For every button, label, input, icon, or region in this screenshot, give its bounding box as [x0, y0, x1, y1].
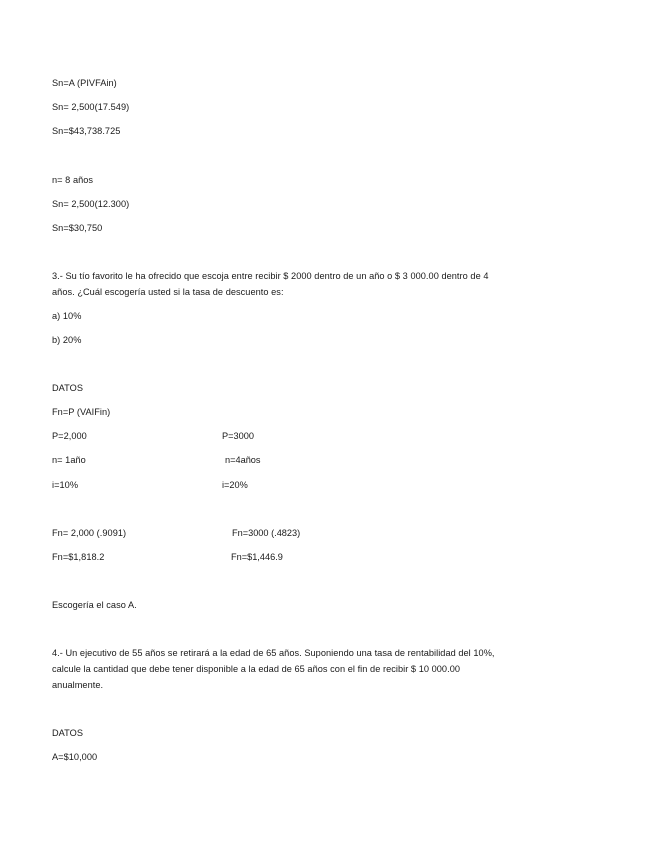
fn-formula: Fn=P (VAIFin) [52, 407, 111, 417]
n-right: n=4años [225, 455, 261, 465]
question-4-line-3: anualmente. [52, 680, 104, 690]
fn-calculation-right: Fn=3000 (.4823) [232, 528, 301, 538]
choice-statement: Escogería el caso A. [52, 600, 137, 610]
option-b: b) 20% [52, 335, 82, 345]
fn-calculation-left: Fn= 2,000 (.9091) [52, 528, 127, 538]
option-a: a) 10% [52, 311, 82, 321]
a-value: A=$10,000 [52, 752, 98, 762]
question-4-line-2: calcule la cantidad que debe tener disponible a la edad de 65 años con el fin de recibir $ 10 000.00 [52, 664, 461, 674]
n-years-8: n= 8 años [52, 175, 94, 185]
i-right: i=20% [222, 480, 248, 490]
question-4-line-1: 4.- Un ejecutivo de 55 años se retirará a la edad de 65 años. Suponiendo una tasa de rentabilidad del 10%, [52, 648, 495, 658]
sn-result-2: Sn=$30,750 [52, 223, 103, 233]
n-left: n= 1año [52, 455, 86, 465]
i-left: i=10% [52, 480, 79, 490]
fn-result-left: Fn=$1,818.2 [52, 552, 105, 562]
datos-heading-2: DATOS [52, 728, 84, 738]
sn-formula: Sn=A (PIVFAin) [52, 78, 117, 88]
fn-result-right: Fn=$1,446.9 [231, 552, 283, 562]
sn-calculation-2: Sn= 2,500(12.300) [52, 199, 130, 209]
sn-result-1: Sn=$43,738.725 [52, 126, 121, 136]
question-3-line-1: 3.- Su tío favorito le ha ofrecido que escoja entre recibir $ 2000 dentro de un año o $ 3 000.00 dentro de 4 [52, 271, 489, 281]
question-3-line-2: años. ¿Cuál escogería usted si la tasa de descuento es: [52, 287, 284, 297]
datos-heading-1: DATOS [52, 383, 84, 393]
p-right: P=3000 [222, 431, 254, 441]
p-left: P=2,000 [52, 431, 87, 441]
sn-calculation-1: Sn= 2,500(17.549) [52, 102, 130, 112]
